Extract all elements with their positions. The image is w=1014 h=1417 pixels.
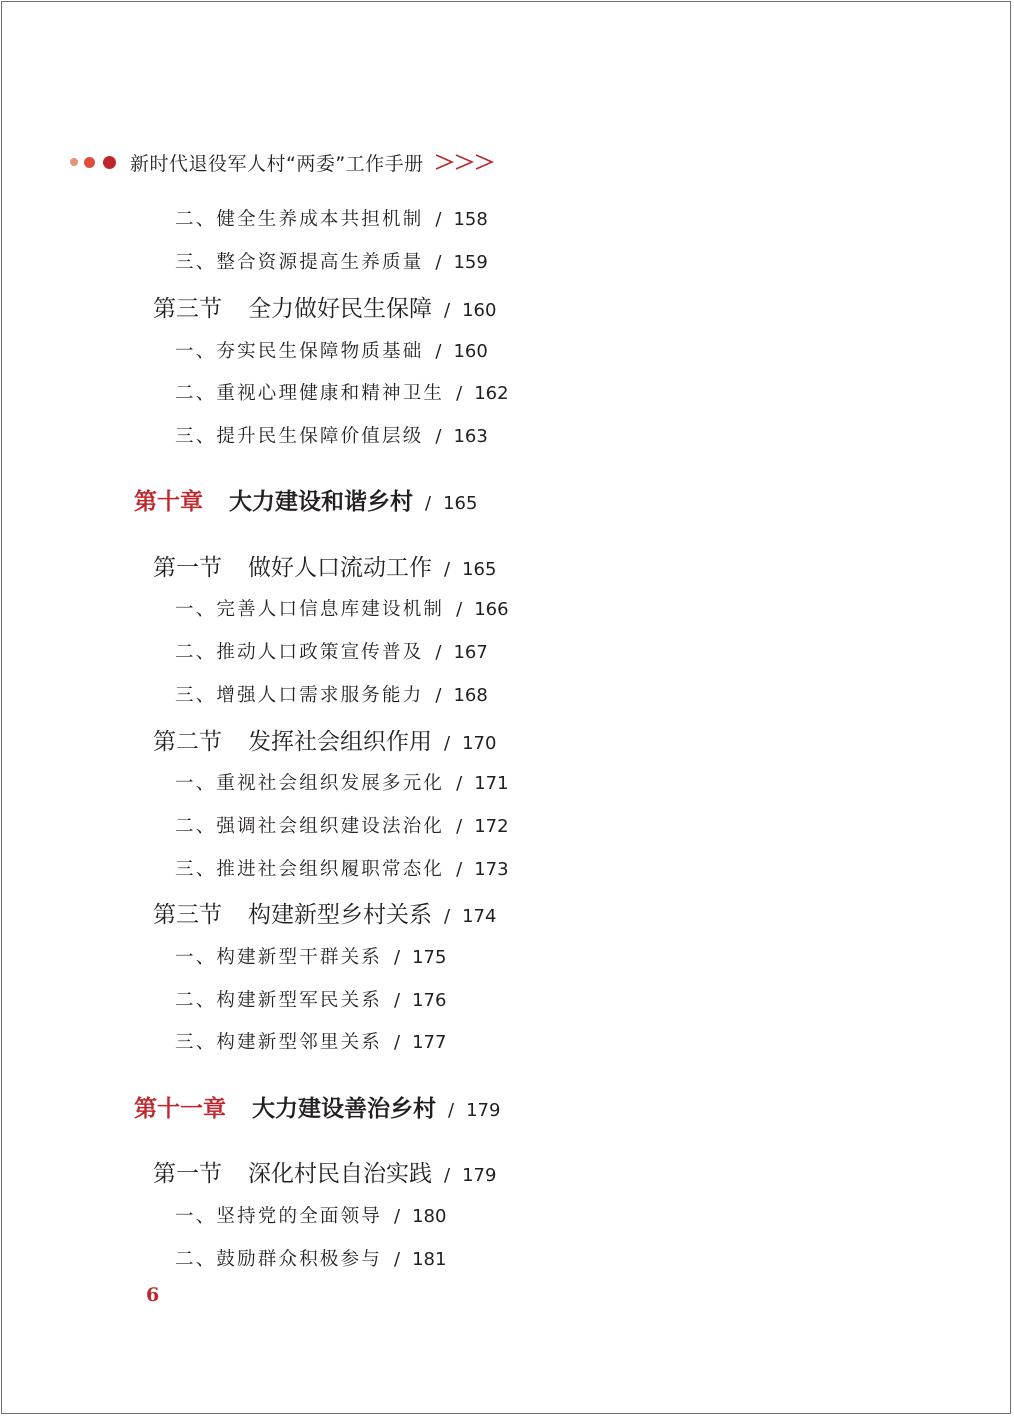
toc-chapter	[134, 1090, 500, 1123]
toc-separator: /	[456, 383, 463, 404]
toc-entry-title: 二、强调社会组织建设法治化	[175, 816, 445, 837]
toc-page-number: 179	[466, 1100, 501, 1121]
toc-entry-title: 一、夯实民生保障物质基础	[175, 341, 424, 362]
toc-subsection	[175, 855, 509, 881]
toc-separator: /	[444, 906, 451, 927]
toc-page-number: 162	[474, 383, 509, 404]
toc-section	[153, 896, 496, 929]
toc-page-number: 165	[443, 493, 478, 514]
toc-page-number: 168	[453, 685, 488, 706]
toc-entry-number: 第三节	[153, 296, 222, 322]
toc-subsection	[175, 379, 509, 405]
toc-entry-title: 三、增强人口需求服务能力	[175, 685, 424, 706]
toc-separator: /	[444, 1165, 451, 1186]
toc-page-number: 159	[453, 252, 488, 273]
toc-separator: /	[444, 300, 451, 321]
toc-page-number: 180	[412, 1206, 447, 1227]
toc-separator: /	[435, 252, 442, 273]
toc-entry-title: 大力建设和谐乡村	[229, 488, 413, 515]
toc-entry-number: 第三节	[153, 902, 222, 928]
toc-entry-title: 一、完善人口信息库建设机制	[175, 599, 445, 620]
toc-entry-title: 二、健全生养成本共担机制	[175, 209, 424, 230]
toc-separator: /	[394, 1032, 401, 1053]
toc-page-number: 176	[412, 990, 447, 1011]
toc-page-number: 181	[412, 1249, 447, 1270]
toc-subsection	[175, 337, 488, 363]
toc-entry-number: 第十一章	[134, 1095, 226, 1122]
toc-page-number: 171	[474, 773, 509, 794]
toc-entry-title: 发挥社会组织作用	[248, 729, 432, 755]
toc-page-number: 172	[474, 816, 509, 837]
toc-separator: /	[456, 599, 463, 620]
toc-page-number: 165	[462, 559, 497, 580]
toc-entry-title: 二、重视心理健康和精神卫生	[175, 383, 445, 404]
toc-entry-title: 全力做好民生保障	[248, 296, 432, 322]
toc-page-number: 158	[453, 209, 488, 230]
toc-section	[153, 723, 496, 756]
toc-subsection	[175, 595, 509, 621]
toc-entry-title: 构建新型乡村关系	[248, 902, 432, 928]
toc-page-number: 174	[462, 906, 497, 927]
toc-separator: /	[394, 1249, 401, 1270]
toc-page-number: 179	[462, 1165, 497, 1186]
toc-entry-title: 三、推进社会组织履职常态化	[175, 859, 445, 880]
toc-subsection	[175, 812, 509, 838]
toc-subsection	[175, 422, 488, 448]
toc-entry-title: 大力建设善治乡村	[252, 1095, 436, 1122]
toc-subsection	[175, 769, 509, 795]
toc-entry-title: 做好人口流动工作	[248, 555, 432, 581]
toc-entry-title: 二、推动人口政策宣传普及	[175, 642, 424, 663]
toc-entry-number: 第一节	[153, 555, 222, 581]
toc-subsection	[175, 205, 488, 231]
toc-separator: /	[435, 341, 442, 362]
toc-chapter	[134, 483, 477, 516]
toc-page-number: 173	[474, 859, 509, 880]
toc-page-number: 175	[412, 947, 447, 968]
toc-subsection	[175, 248, 488, 274]
toc-separator: /	[435, 685, 442, 706]
toc-separator: /	[435, 642, 442, 663]
toc-page-number: 177	[412, 1032, 447, 1053]
toc-separator: /	[444, 733, 451, 754]
page-number: 6	[146, 1284, 160, 1306]
toc-section	[153, 290, 496, 323]
toc-separator: /	[456, 816, 463, 837]
toc-page-number: 167	[453, 642, 488, 663]
toc-subsection	[175, 681, 488, 707]
toc-entry-title: 深化村民自治实践	[248, 1161, 432, 1187]
toc-separator: /	[425, 493, 432, 514]
toc-separator: /	[394, 990, 401, 1011]
toc-separator: /	[435, 426, 442, 447]
toc-entry-title: 三、构建新型邻里关系	[175, 1032, 383, 1053]
toc-separator: /	[394, 1206, 401, 1227]
toc-entry-number: 第一节	[153, 1161, 222, 1187]
toc-separator: /	[444, 559, 451, 580]
toc-page-number: 170	[462, 733, 497, 754]
toc-section	[153, 549, 496, 582]
toc-entry-title: 二、构建新型军民关系	[175, 990, 383, 1011]
toc-entry-number: 第二节	[153, 729, 222, 755]
toc-separator: /	[448, 1100, 455, 1121]
toc-subsection	[175, 1245, 446, 1271]
toc-entry-title: 三、整合资源提高生养质量	[175, 252, 424, 273]
toc-subsection	[175, 1028, 446, 1054]
toc-entry-number: 第十章	[134, 488, 203, 515]
toc-entry-title: 一、重视社会组织发展多元化	[175, 773, 445, 794]
toc-page-number: 160	[462, 300, 497, 321]
toc-page-number: 166	[474, 599, 509, 620]
toc-separator: /	[456, 773, 463, 794]
toc-page-number: 160	[453, 341, 488, 362]
toc-subsection	[175, 1202, 446, 1228]
header-title: 新时代退役军人村“两委”工作手册	[130, 152, 424, 175]
toc-subsection	[175, 986, 446, 1012]
toc-subsection	[175, 638, 488, 664]
toc-entry-title: 三、提升民生保障价值层级	[175, 426, 424, 447]
toc-subsection	[175, 943, 446, 969]
toc-separator: /	[435, 209, 442, 230]
toc-page-number: 163	[453, 426, 488, 447]
toc-section	[153, 1155, 496, 1188]
toc-separator: /	[394, 947, 401, 968]
toc-entry-title: 一、坚持党的全面领导	[175, 1206, 383, 1227]
toc-separator: /	[456, 859, 463, 880]
toc-entry-title: 一、构建新型干群关系	[175, 947, 383, 968]
toc-entry-title: 二、鼓励群众积极参与	[175, 1249, 383, 1270]
